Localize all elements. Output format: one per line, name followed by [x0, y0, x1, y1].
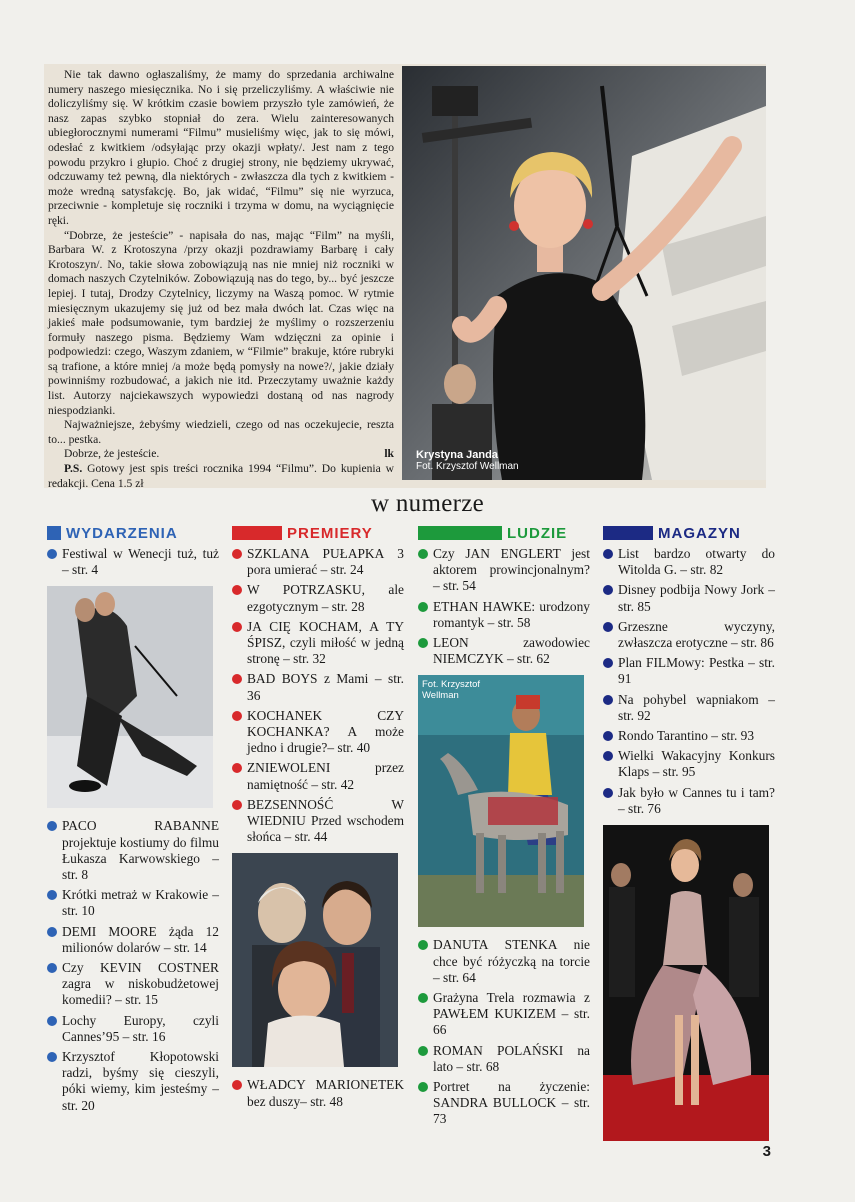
- list-item-text: Plan FILMowy: Pestka – str. 91: [618, 655, 775, 687]
- list-item[interactable]: [603, 655, 775, 687]
- list-item-text: SZKLANA PUŁAPKA 3 pora umierać – str. 24: [247, 546, 404, 578]
- list-item[interactable]: [603, 582, 775, 614]
- editorial-signature: lk: [384, 447, 394, 461]
- column-header-ludzie: [418, 524, 590, 542]
- editorial-paragraph-3: Najważniejsze, żebyśmy wiedzieli, czego od nas oczekujecie, reszta to... pestka.: [48, 418, 394, 446]
- list-item[interactable]: [232, 708, 404, 757]
- article-list: [418, 546, 590, 667]
- list-item[interactable]: [603, 692, 775, 724]
- list-item[interactable]: [418, 990, 590, 1039]
- list-item[interactable]: [47, 924, 219, 956]
- list-item[interactable]: [232, 582, 404, 614]
- list-item-text: KOCHANEK CZY KOCHANKA? A może jedno i drugie?– str. 40: [247, 707, 404, 756]
- bullet-icon: [232, 800, 242, 810]
- article-list: [47, 546, 219, 578]
- list-item-text: Lochy Europy, czyli Cannes’95 – str. 16: [62, 1012, 219, 1044]
- kissing-couple-photo: [47, 586, 219, 808]
- list-item[interactable]: [47, 818, 219, 883]
- list-item[interactable]: [418, 635, 590, 667]
- list-item-text: BAD BOYS z Mami – str. 36: [247, 671, 404, 703]
- list-item-text: LEON zawodowiec NIEMCZYK – str. 62: [433, 635, 590, 667]
- article-list: [232, 1077, 404, 1109]
- kissing-couple-illustration: [47, 586, 213, 808]
- list-item[interactable]: [603, 748, 775, 780]
- cast-photo: [232, 853, 398, 1067]
- list-item[interactable]: [603, 619, 775, 651]
- list-item[interactable]: [232, 619, 404, 668]
- list-item[interactable]: [47, 1013, 219, 1045]
- list-item-text: Grzeszne wyczyny, zwłaszcza erotyczne – str. 86: [618, 618, 775, 651]
- column-header-wydarzenia: [47, 524, 219, 542]
- article-list: [418, 937, 590, 1127]
- article-list: [47, 818, 219, 1113]
- bullet-icon: [232, 711, 242, 721]
- list-item[interactable]: [418, 1079, 590, 1128]
- column-title: PREMIERY: [287, 524, 373, 542]
- cannes-red-carpet-illustration: [603, 825, 769, 1141]
- bullet-icon: [47, 927, 57, 937]
- list-item-text: JA CIĘ KOCHAM, A TY ŚPISZ, czyli miłość w jedną stronę – str. 32: [247, 618, 404, 667]
- bullet-icon: [47, 1016, 57, 1026]
- bullet-icon: [603, 731, 613, 741]
- bullet-icon: [603, 788, 613, 798]
- list-item-text: Rondo Tarantino – str. 93: [618, 728, 755, 744]
- bullet-icon: [603, 549, 613, 559]
- list-item[interactable]: [232, 797, 404, 846]
- list-item[interactable]: [47, 887, 219, 919]
- bullet-icon: [47, 963, 57, 973]
- article-list: [232, 546, 404, 845]
- column-color-bar: [603, 526, 653, 540]
- column-wydarzenia: [47, 524, 219, 1118]
- list-item[interactable]: [603, 546, 775, 578]
- list-item[interactable]: [418, 599, 590, 631]
- ps-label: P.S.: [64, 462, 83, 476]
- photo-caption: [416, 449, 519, 472]
- ps-text: Gotowy jest spis treści rocznika 1994 “Filmu”. Do kupienia w redakcji. Cena 1.5 zł: [48, 462, 394, 490]
- column-premiery: [232, 524, 404, 1114]
- list-item-text: Jak było w Cannes tu i tam? – str. 76: [618, 784, 775, 816]
- bullet-icon: [47, 1052, 57, 1062]
- list-item-text: ROMAN POLAŃSKI na lato – str. 68: [433, 1042, 590, 1074]
- donkey-rider-illustration: [418, 675, 584, 927]
- donkey-rider-photo: [418, 675, 584, 927]
- list-item-text: BEZSENNOŚĆ W WIEDNIU Przed wschodem słońca – str. 44: [247, 796, 404, 845]
- bullet-icon: [418, 1082, 428, 1092]
- photo-caption-credit: Fot. Krzysztof Wellman: [416, 461, 519, 472]
- list-item[interactable]: [418, 1043, 590, 1075]
- list-item[interactable]: [47, 1049, 219, 1114]
- editorial-closing: Dobrze, że jesteście.: [64, 447, 160, 461]
- krystyna-janda-photo: [402, 66, 766, 480]
- list-item-text: Grażyna Trela rozmawia z PAWŁEM KUKIZEM – str. 66: [433, 990, 590, 1038]
- list-item-text: Festiwal w Wenecji tuż, tuż – str. 4: [62, 546, 219, 578]
- bullet-icon: [232, 1080, 242, 1090]
- list-item-text: Czy KEVIN COSTNER zagra w niskobudżetowej komedii? – str. 15: [62, 960, 219, 1008]
- list-item[interactable]: [603, 785, 775, 817]
- list-item-text: DEMI MOORE żąda 12 milionów dolarów – str. 14: [62, 923, 219, 955]
- list-item[interactable]: [232, 1077, 404, 1109]
- bullet-icon: [47, 890, 57, 900]
- editorial-paragraph-1: Nie tak dawno ogłaszaliśmy, że mamy do sprzedania archiwalne numery naszego miesięcznika. No i się przeliczyliśmy. A właściwie nie doliczyliśmy się. W krótkim czasie bowiem przyszło tyle zamówień, że nasz zapas szybko stopniał do zera. Wielu zainteresowanych ubiegłorocznymi numerami “Filmu” musieliśmy więc, jak to się mówi, odesłać z kwitkiem /odsyłając przy okazji wpłaty/. Jest nam z tego powodu przykro i głupio. Choć z drugiej strony, nie będziemy ukrywać, odczuwamy też pewną, dla niektórych - zwłaszcza dla tych z kwitkiem - może wredną satysfakcję. Bo, jak widać, “Filmu” się nie wyrzuca, przeciwnie - kompletuje się roczniki i trzyma w domu, na wyciągnięcie ręki.: [48, 68, 394, 227]
- bullet-icon: [232, 763, 242, 773]
- bullet-icon: [418, 993, 428, 1003]
- column-title: MAGAZYN: [658, 524, 741, 542]
- bullet-icon: [47, 821, 57, 831]
- list-item-text: Krzysztof Kłopotowski radzi, byśmy się cieszyli, póki wiemy, kim jesteśmy – str. 20: [62, 1049, 219, 1113]
- bullet-icon: [232, 585, 242, 595]
- bullet-icon: [418, 549, 428, 559]
- cast-illustration: [232, 853, 398, 1067]
- list-item[interactable]: [418, 546, 590, 595]
- photo-caption-name: Krystyna Janda: [416, 449, 498, 461]
- list-item-text: Portret na życzenie: SANDRA BULLOCK – str. 73: [433, 1079, 590, 1127]
- bullet-icon: [603, 751, 613, 761]
- bullet-icon: [603, 658, 613, 668]
- editorial-signoff: [48, 447, 394, 462]
- column-color-bar: [47, 526, 61, 540]
- column-color-bar: [418, 526, 502, 540]
- list-item[interactable]: [232, 760, 404, 792]
- editorial-postscript: [48, 462, 394, 491]
- bullet-icon: [418, 638, 428, 648]
- list-item[interactable]: [418, 937, 590, 986]
- bullet-icon: [418, 602, 428, 612]
- column-header-premiery: [232, 524, 404, 542]
- bullet-icon: [418, 940, 428, 950]
- list-item-text: List bardzo otwarty do Witolda G. – str. 82: [618, 546, 775, 578]
- list-item-text: WŁADCY MARIONETEK bez duszy– str. 48: [247, 1077, 404, 1109]
- column-header-magazyn: [603, 524, 775, 542]
- article-list: [603, 546, 775, 817]
- krystyna-janda-illustration: [402, 66, 766, 480]
- column-ludzie: [418, 524, 590, 1132]
- bullet-icon: [418, 1046, 428, 1056]
- editorial-text: [48, 68, 394, 491]
- editorial-block: [44, 64, 766, 488]
- bullet-icon: [603, 622, 613, 632]
- bullet-icon: [47, 549, 57, 559]
- bullet-icon: [232, 549, 242, 559]
- editorial-paragraph-2: “Dobrze, że jesteście” - napisała do nas, mając “Film” na myśli, Barbara W. z Krotoszyna /przy okazji pozdrawiamy Barbarę i cały Krotoszyn/. No, takie słowa zobowiązują nas nie mniej niż roczniki w domach naszych Czytelników. Zobowiązują nas do tego, by... być jeszcze lepiej. I tutaj, Drodzy Czytelnicy, liczymy na Waszą pomoc. W rytmie miesięcznym ukazujemy się już od bez mała dwóch lat. Czas więc na jakieś małe podsumowanie, tym bardziej że myślimy o rozszerzeniu formuły naszego pisma. Będziemy Wam wdzięczni za opinie i podpowiedzi: czego, Waszym zdaniem, w “Filmie” brakuje, które rubryki są trafione, a które mniej /a może będą pomysły na nowe?/, jakie działy powinniśmy rozbudować, a jakich nie itd. Przeczytamy uważnie każdy list. Autorzy najciekawszych wypowiedzi dostaną od nas nagrody niespodzianki.: [48, 228, 394, 417]
- list-item-text: DANUTA STENKA nie chce być różyczką na torcie – str. 64: [433, 937, 590, 985]
- list-item-text: Czy JAN ENGLERT jest aktorem prowincjonalnym? – str. 54: [433, 546, 590, 594]
- bullet-icon: [603, 695, 613, 705]
- column-title: WYDARZENIA: [66, 524, 178, 542]
- list-item[interactable]: [603, 728, 775, 744]
- section-title: w numerze: [370, 490, 485, 517]
- column-color-bar: [232, 526, 282, 540]
- list-item[interactable]: [232, 546, 404, 578]
- bullet-icon: [232, 674, 242, 684]
- page-number: 3: [762, 1143, 771, 1160]
- cannes-red-carpet-photo: [603, 825, 769, 1141]
- photo-credit: Fot. Krzysztof Wellman: [422, 679, 481, 702]
- list-item-text: ETHAN HAWKE: urodzony romantyk – str. 58: [433, 598, 590, 630]
- list-item-text: Disney podbija Nowy Jork – str. 85: [618, 582, 775, 614]
- list-item-text: Wielki Wakacyjny Konkurs Klaps – str. 95: [618, 748, 775, 780]
- list-item[interactable]: [232, 671, 404, 703]
- bullet-icon: [603, 585, 613, 595]
- column-magazyn: [603, 524, 775, 1151]
- list-item[interactable]: [47, 960, 219, 1009]
- list-item-text: Krótki metraż w Krakowie – str. 10: [62, 887, 219, 919]
- column-title: LUDZIE: [507, 524, 568, 542]
- list-item[interactable]: [47, 546, 219, 578]
- list-item-text: ZNIEWOLENI przez namiętność – str. 42: [247, 760, 404, 792]
- list-item-text: PACO RABANNE projektuje kostiumy do filmu Łukasza Karwowskiego – str. 8: [62, 818, 219, 883]
- list-item-text: Na pohybel wapniakom – str. 92: [618, 691, 775, 723]
- bullet-icon: [232, 622, 242, 632]
- list-item-text: W POTRZASKU, ale ezgotycznym – str. 28: [247, 582, 404, 614]
